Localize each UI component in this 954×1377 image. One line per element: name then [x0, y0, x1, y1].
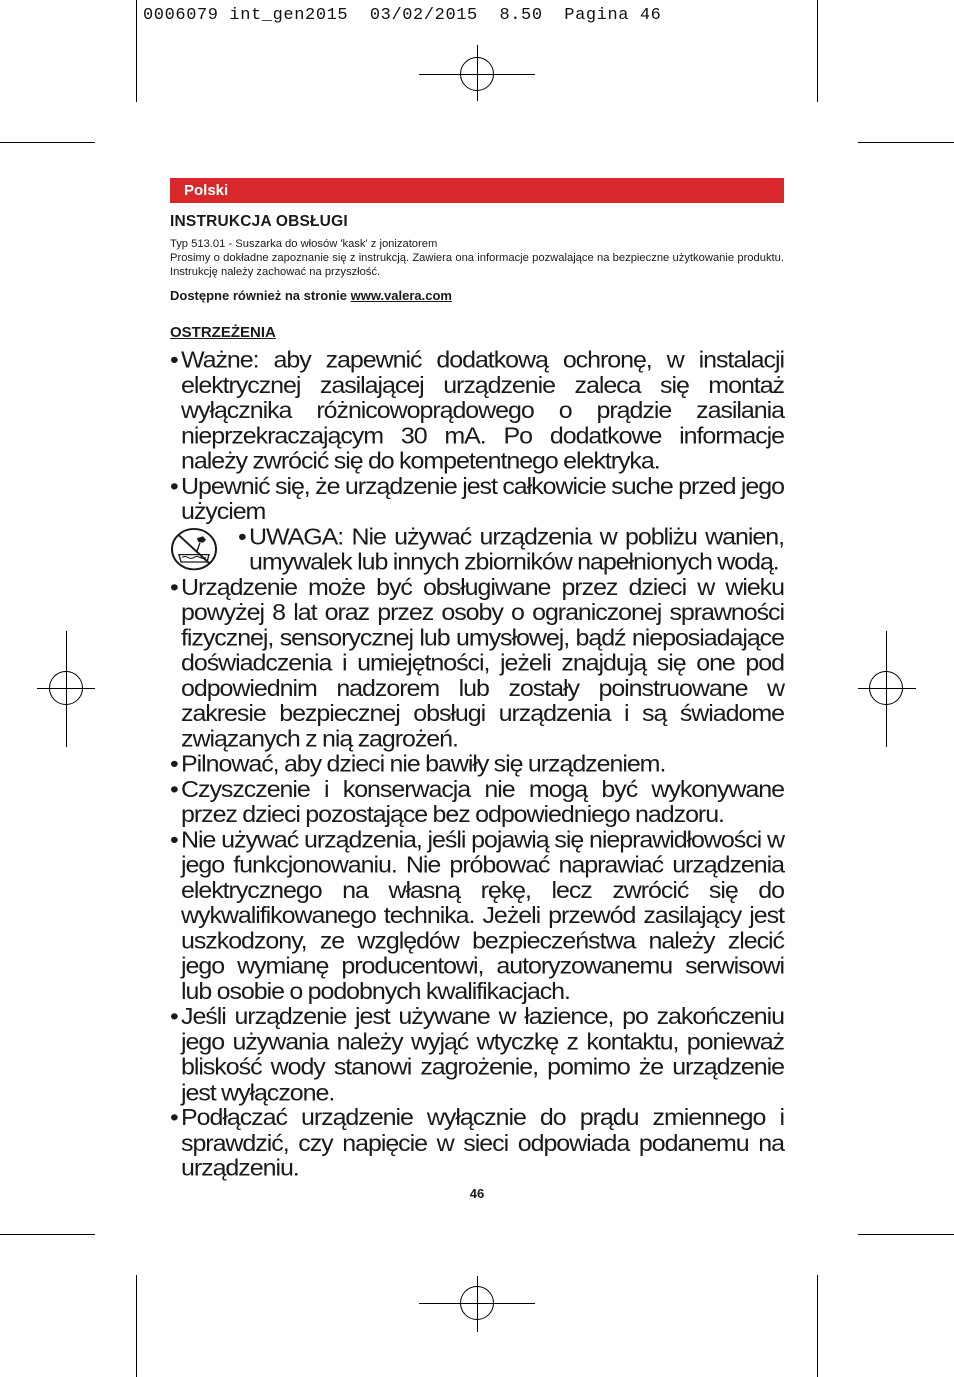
- no-water-icon: [170, 527, 218, 571]
- language-bar: Polski: [170, 178, 784, 203]
- list-item: • Pilnować, aby dzieci nie bawiły się urządzeniem.: [170, 752, 784, 777]
- list-item: • Urządzenie może być obsługiwane przez dzieci w wieku powyżej 8 lat oraz przez osoby o ograniczonej sprawności fizycznej, sensorycznej lub umysłowej, bądź nieposiadające doświadczenia i umiejętności, jeżeli znajdują się one pod odpowiednim nadzorem lub zostały poinstruowane w zakresie bezpiecznej obsługi urządzenia i są świadome związanych z nią zagrożeń.: [170, 575, 784, 752]
- list-item: • Ważne: aby zapewnić dodatkową ochronę, w instalacji elektrycznej zasilającej urządzenie zaleca się montaż wyłącznika różnicowoprądowego o prądzie zasilania nieprzekraczającym 30 mA. Po dodatkowe informacje należy zwrócić się do kompetentnego elektryka.: [170, 348, 784, 474]
- list-item: • Czyszczenie i konserwacja nie mogą być wykonywane przez dzieci pozostające bez odpowiedniego nadzoru.: [170, 777, 784, 828]
- intro-paragraph: Prosimy o dokładne zapoznanie się z instrukcją. Zawiera ona informacje pozwalające na bezpieczne użytkowanie produktu. Instrukcję należy zachować na przyszłość.: [170, 252, 784, 278]
- print-slug: 0006079 int_gen2015 03/02/2015 8.50 Pagina 46: [143, 6, 662, 25]
- list-item: • Nie używać urządzenia, jeśli pojawią się nieprawidłowości w jego funkcjonowaniu. Nie próbować naprawiać urządzenia elektrycznego na własną rękę, lecz zwrócić się do wykwalifikowanego technika. Jeżeli przewód zasilający jest uszkodzony, ze względów bezpieczeństwa należy zlecić jego wymianę producentowi, autoryzowanemu serwisowi lub osobie o podobnych kwalifikacjach.: [170, 828, 784, 1005]
- page-number: 46: [469, 1186, 485, 1201]
- list-item: • Podłączać urządzenie wyłącznie do prądu zmiennego i sprawdzić, czy napięcie w sieci odpowiada podanemu na urządzeniu.: [170, 1106, 784, 1182]
- list-item: • UWAGA: Nie używać urządzenia w pobliżu wanien, umywalek lub innych zbiorników napełnionych wodą.: [238, 525, 784, 576]
- list-item: • Jeśli urządzenie jest używane w łazience, po zakończeniu jego używania należy wyjąć wtyczkę z kontaktu, ponieważ bliskość wody stanowi zagrożenie, pomimo że urządzenie jest wyłączone.: [170, 1005, 784, 1106]
- page-title: INSTRUKCJA OBSŁUGI: [170, 213, 348, 230]
- list-item: • Upewnić się, że urządzenie jest całkowicie suche przed jego użyciem: [170, 474, 784, 525]
- warnings-heading: OSTRZEŻENIA: [170, 324, 276, 341]
- warnings-list: [170, 348, 784, 1182]
- availability-text: Dostępne również na stronie: [170, 288, 351, 303]
- website-link[interactable]: www.valera.com: [350, 288, 452, 303]
- availability-line: [170, 288, 452, 303]
- product-type-line: Typ 513.01 - Suszarka do włosów 'kask' z jonizatorem: [170, 238, 438, 250]
- water-warning-row: [170, 525, 784, 576]
